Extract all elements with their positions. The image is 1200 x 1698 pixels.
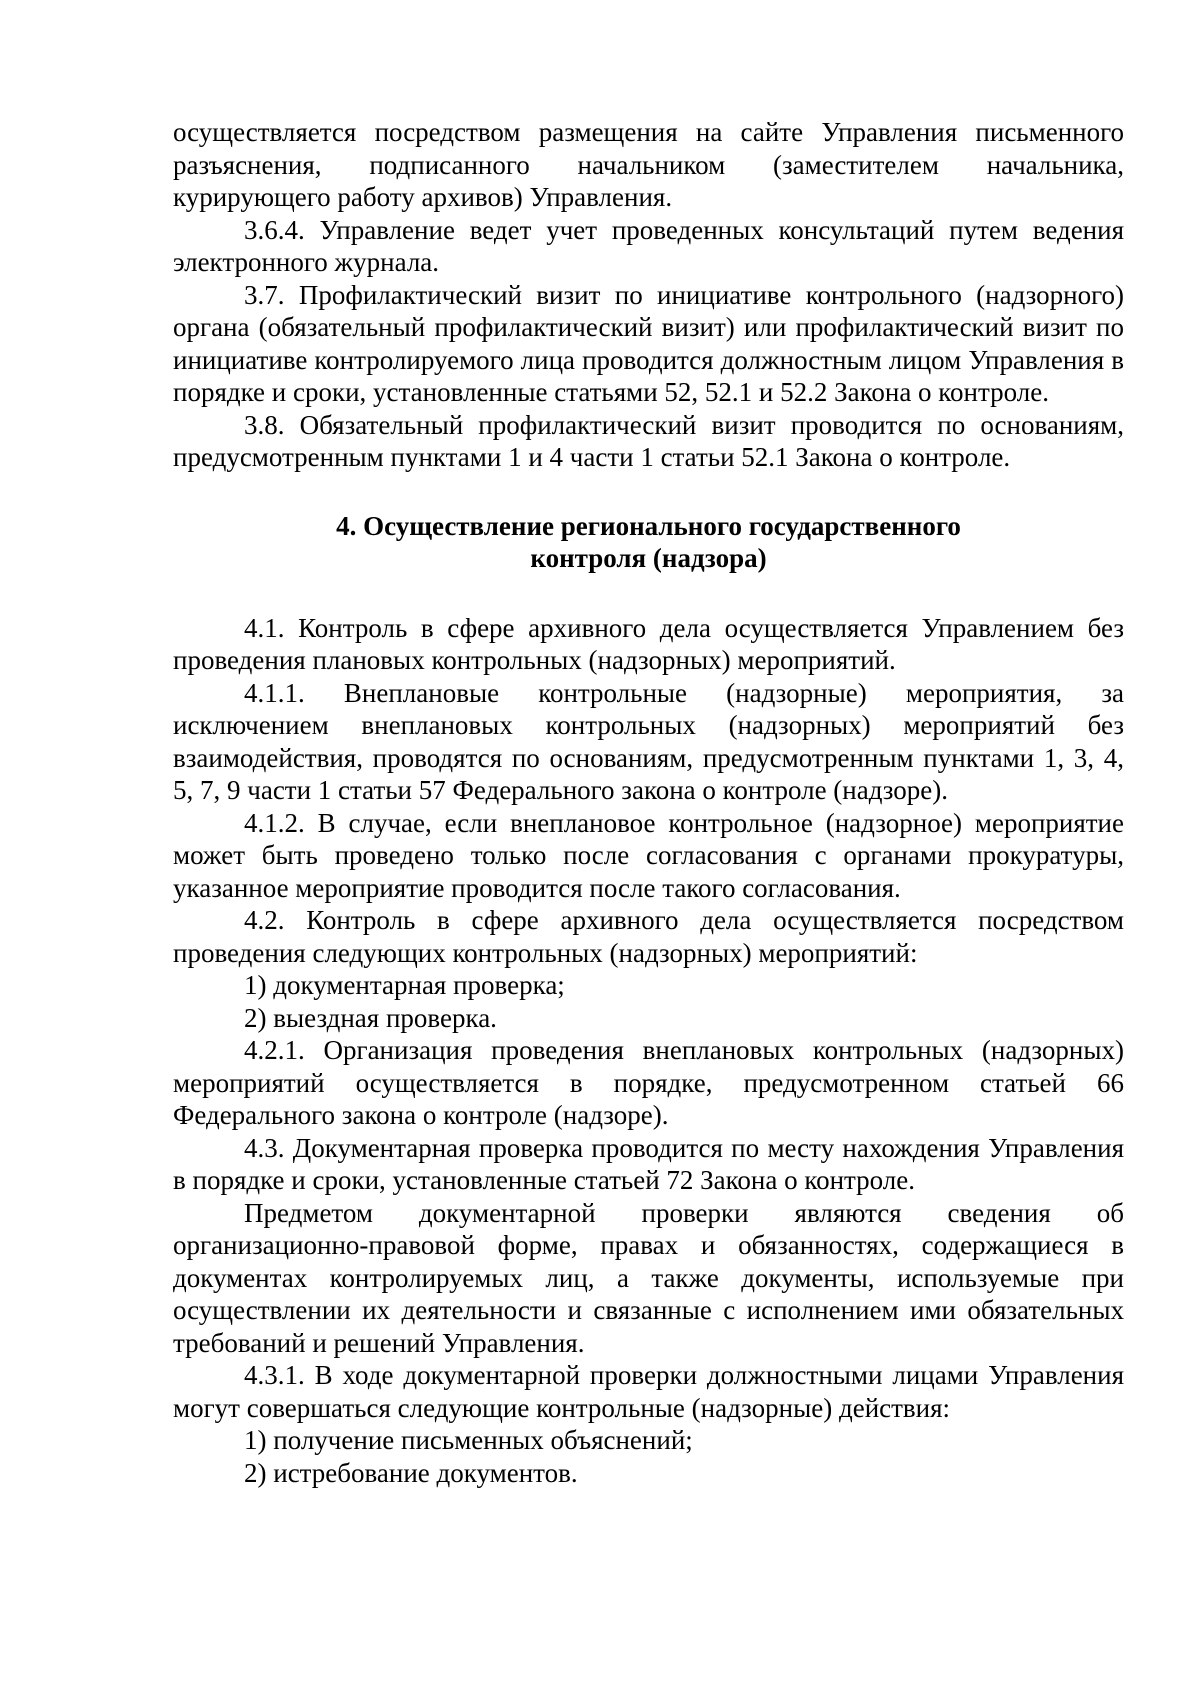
paragraph-3-6-4: 3.6.4. Управление ведет учет проведенных консультаций путем ведения электронного журнала. xyxy=(173,214,1124,277)
paragraph-4-1-1: 4.1.1. Внеплановые контрольные (надзорные) мероприятия, за исключением внеплановых контрольных (надзорных) мероприятий без взаимодействия, проводятся по основаниям, предусмотренным пунктами 1, 3, 4, 5, 7, 9 части 1 статьи 57 Федерального закона о контроле (надзоре). xyxy=(173,677,1124,805)
paragraph-4-2-1: 4.2.1. Организация проведения внеплановых контрольных (надзорных) мероприятий осуществляется в порядке, предусмотренном статьей 66 Федерального закона о контроле (надзоре). xyxy=(173,1035,1124,1130)
section-4-heading-line-1: 4. Осуществление регионального государственного xyxy=(336,510,961,541)
paragraph-4-1-2: 4.1.2. В случае, если внеплановое контрольное (надзорное) мероприятие может быть проведено только после согласования с органами прокуратуры, указанное мероприятие проводится после такого согласования. xyxy=(173,807,1124,903)
section-4-heading-line-2: контроля (надзора) xyxy=(530,543,767,573)
paragraph-3-7: 3.7. Профилактический визит по инициативе контрольного (надзорного) органа (обязательный профилактический визит) или профилактический визит по инициативе контролируемого лица проводится должностным лицом Управления в порядке и сроки, установленные статьями 52, 52.1 и 52.2 Закона о контроле. xyxy=(173,279,1124,407)
list-item-document-request: 2) истребование документов. xyxy=(244,1457,578,1488)
paragraph-4-3: 4.3. Документарная проверка проводится по месту нахождения Управления в порядке и сроки, установленные статьей 72 Закона о контроле. xyxy=(173,1132,1124,1195)
paragraph-4-3-subject: Предметом документарной проверки являются сведения об организационно-правовой форме, правах и обязанностях, содержащиеся в документах контролируемых лиц, а также документы, используемые при осуществлении их деятельности и связанные с исполнением ими обязательных требований и решений Управления. xyxy=(173,1197,1124,1358)
paragraph-4-2: 4.2. Контроль в сфере архивного дела осуществляется посредством проведения следующих контрольных (надзорных) мероприятий: xyxy=(173,905,1124,968)
paragraph-4-1: 4.1. Контроль в сфере архивного дела осуществляется Управлением без проведения плановых контрольных (надзорных) мероприятий. xyxy=(173,612,1124,675)
paragraph-4-3-1: 4.3.1. В ходе документарной проверки должностными лицами Управления могут совершаться следующие контрольные (надзорные) действия: xyxy=(173,1360,1124,1423)
paragraph-3-8: 3.8. Обязательный профилактический визит проводится по основаниям, предусмотренным пунктами 1 и 4 части 1 статьи 52.1 Закона о контроле. xyxy=(173,409,1124,472)
section-4-heading xyxy=(173,510,1124,575)
list-item-documentary-check: 1) документарная проверка; xyxy=(244,970,565,1000)
paragraph-3-6-3-continuation: осуществляется посредством размещения на сайте Управления письменного разъяснения, подписанного начальником (заместителем начальника, курирующего работу архивов) Управления. xyxy=(173,117,1124,212)
list-item-field-check: 2) выездная проверка. xyxy=(244,1002,497,1033)
list-item-written-explanations: 1) получение письменных объяснений; xyxy=(244,1425,693,1455)
document-body xyxy=(173,116,1124,1489)
